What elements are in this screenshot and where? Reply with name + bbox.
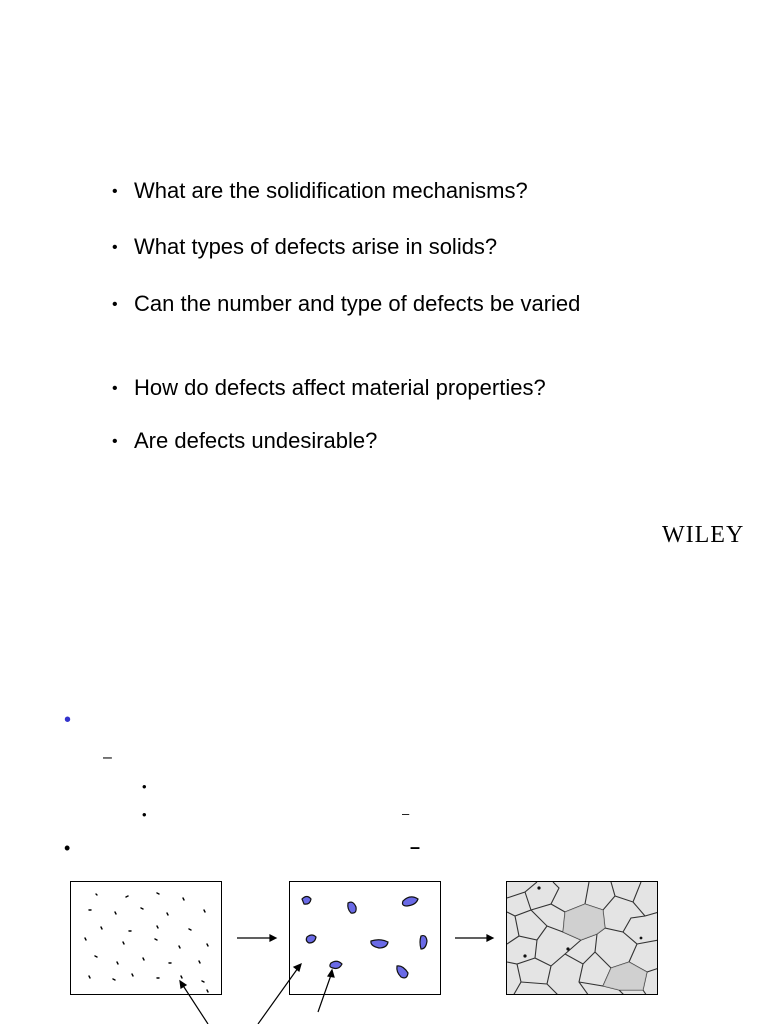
question-text: Can the number and type of defects be varied [134,291,581,316]
bullet-icon: • [112,239,118,256]
question-item [112,178,528,205]
dash-mark: – [103,749,112,766]
slide-solidification [0,580,768,1024]
logo-text: WILEY [662,522,745,548]
wiley-logo [662,522,744,549]
question-text: What types of defects arise in solids? [134,234,498,259]
bullet-icon: • [112,380,118,397]
question-item [112,428,377,455]
bullet-icon: • [112,296,118,313]
pointer-line [182,984,208,1024]
question-text: What are the solidification mechanisms? [134,178,528,203]
sub-bullet-icon: • [142,779,147,794]
figure-arrows [0,580,768,1024]
blue-bullet-icon: • [64,709,72,731]
question-text: How do defects affect material properties? [134,375,546,400]
bullet-icon: • [112,433,118,450]
question-item [112,291,580,318]
question-text: Are defects undesirable? [134,428,378,453]
bullet-icon: • [112,183,118,200]
pointer-line [318,975,331,1012]
pointer-line [258,968,298,1024]
dash-mark: – [402,806,410,821]
question-item [112,234,497,261]
bullet-icon: • [64,838,71,858]
sub-bullet-icon: • [142,807,147,822]
dash-mark: – [410,837,421,857]
question-item [112,375,546,402]
